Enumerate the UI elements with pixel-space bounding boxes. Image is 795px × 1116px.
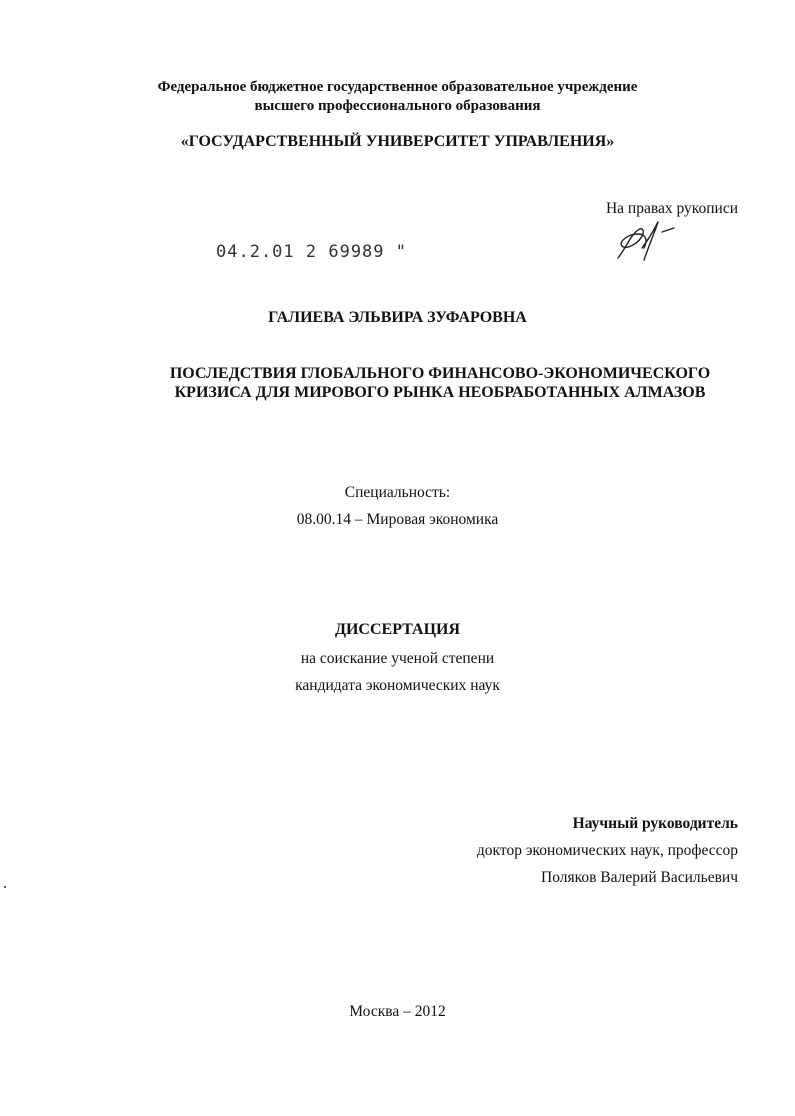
degree-line-1: на соискание ученой степени bbox=[300, 650, 495, 667]
manuscript-note: На правах рукописи bbox=[605, 200, 738, 217]
supervisor-name: Поляков Валерий Васильевич bbox=[541, 869, 738, 886]
degree-line-2: кандидата экономических наук bbox=[295, 677, 500, 694]
title-line-1: ПОСЛЕДСТВИЯ ГЛОБАЛЬНОГО ФИНАНСОВО-ЭКОНОМИЧЕСКОГО bbox=[169, 365, 711, 382]
institution-line-2: высшего профессионального образования bbox=[254, 98, 541, 114]
document-registration-number: 04.2.01 2 69989 " bbox=[216, 242, 407, 262]
city-year: Москва – 2012 bbox=[349, 1003, 446, 1020]
dissertation-title bbox=[120, 364, 760, 402]
dissertation-heading: ДИССЕРТАЦИЯ bbox=[334, 621, 461, 638]
signature-icon bbox=[612, 218, 682, 264]
specialty-value: 08.00.14 – Мировая экономика bbox=[296, 511, 499, 528]
university-name: «ГОСУДАРСТВЕННЫЙ УНИВЕРСИТЕТ УПРАВЛЕНИЯ» bbox=[180, 133, 615, 150]
author-name: ГАЛИЕВА ЭЛЬВИРА ЗУФАРОВНА bbox=[268, 309, 527, 326]
specialty-label: Специальность: bbox=[344, 484, 451, 501]
institution-name bbox=[0, 78, 795, 116]
supervisor-degree: доктор экономических наук, профессор bbox=[476, 842, 738, 859]
supervisor-heading: Научный руководитель bbox=[572, 815, 738, 832]
scan-speck bbox=[4, 886, 6, 888]
institution-line-1: Федеральное бюджетное государственное образовательное учреждение bbox=[157, 79, 638, 95]
title-line-2: КРИЗИСА ДЛЯ МИРОВОГО РЫНКА НЕОБРАБОТАННЫХ АЛМАЗОВ bbox=[174, 384, 706, 401]
